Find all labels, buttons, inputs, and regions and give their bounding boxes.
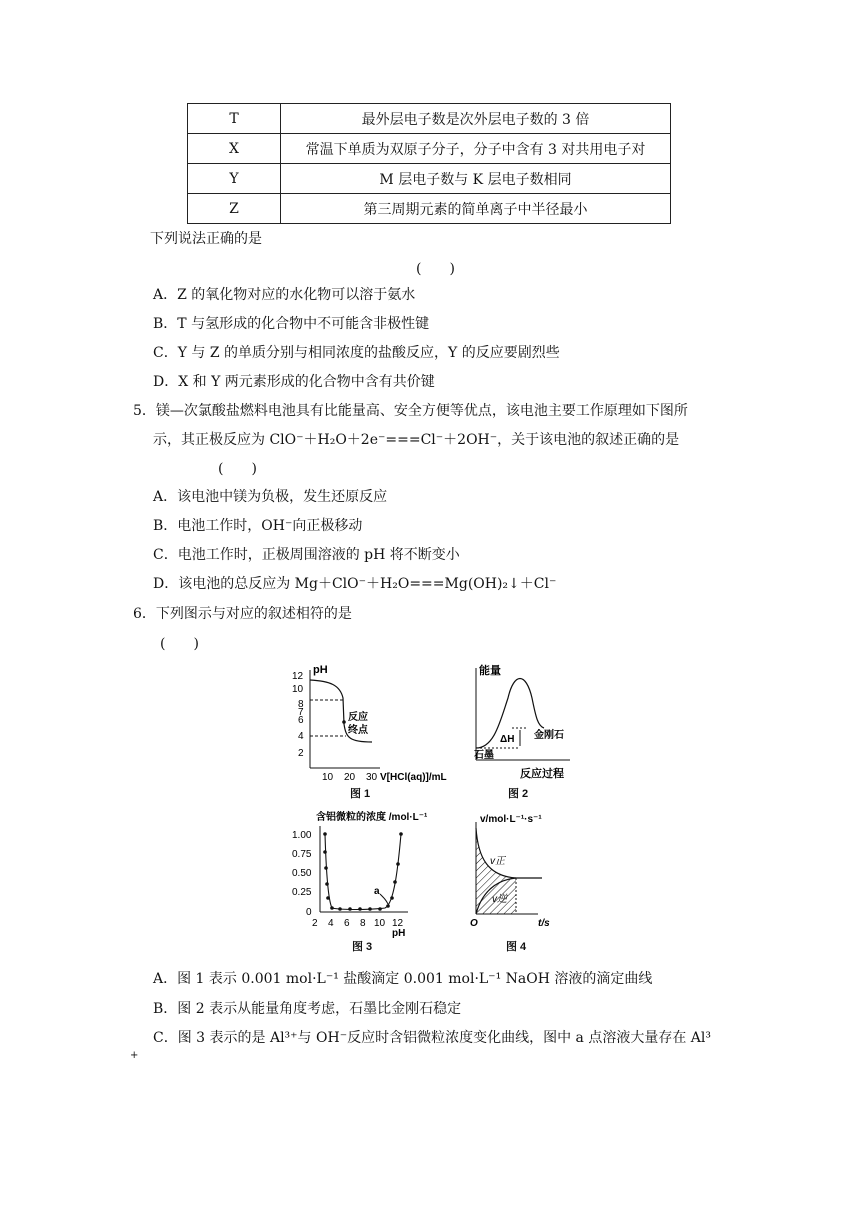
q4-stem: 下列说法正确的是 [150,231,262,247]
y-tick: 4 [298,731,304,742]
element-description: 第三周期元素的简单离子中半径最小 [281,194,671,224]
data-point [390,896,394,900]
y-tick: 1.00 [292,830,312,841]
point-a-pointer [380,894,388,904]
y-tick: 0.25 [292,887,312,898]
data-point [396,862,400,866]
forward-rate-label: v正 [490,856,505,867]
table-row [188,104,671,134]
figure-1-caption: 图 1 [350,788,371,800]
x-tick: 8 [360,918,366,929]
y-tick: 8 [298,699,304,710]
figure-2-caption: 图 2 [508,788,529,800]
q5-stem-line1: 5．镁—次氯酸盐燃料电池具有比能量高、安全方便等优点，该电池主要工作原理如下图所 [133,403,688,419]
x-tick: 6 [344,918,350,929]
y-tick: 6 [298,715,304,726]
data-point [330,906,334,910]
x-tick: 20 [344,772,356,783]
q4-option-b: B．T 与氢形成的化合物中不可能含非极性键 [153,316,430,332]
figure-4-caption: 图 4 [506,941,527,953]
x-axis-label: 反应过程 [520,768,564,780]
data-point [399,832,403,836]
x-tick: 12 [392,918,404,929]
y-tick: 0 [306,907,312,918]
q5-option-d: D．该电池的总反应为 Mg＋ClO⁻＋H₂O===Mg(OH)₂↓＋Cl⁻ [153,576,557,592]
figure-3 [290,808,470,958]
concentration-curve [325,834,401,910]
y-tick: 2 [298,748,304,759]
aluminum-species-chart [290,808,470,958]
figure-3-caption: 图 3 [352,941,373,953]
data-point [386,904,390,908]
q6-option-a: A．图 1 表示 0.001 mol·L⁻¹ 盐酸滴定 0.001 mol·L⁻¹ NaOH 溶液的滴定曲线 [153,971,653,987]
x-tick: 30 [366,772,378,783]
energy-diagram [470,660,580,800]
graphite-label: 石墨 [474,750,494,761]
x-axis-label: pH [392,928,406,939]
y-tick: 7 [298,707,304,718]
q4-answer-paren: ( ) [416,261,455,277]
x-tick: 10 [374,918,386,929]
q6-option-b: B．图 2 表示从能量角度考虑，石墨比金刚石稳定 [153,1001,462,1017]
table-row [188,164,671,194]
q4-option-a: A．Z 的氧化物对应的水化物可以溶于氨水 [153,287,416,303]
q5-option-b: B．电池工作时，OH⁻向正极移动 [153,518,363,534]
element-description: M 层电子数与 K 层电子数相同 [281,164,671,194]
data-point [338,907,342,911]
diamond-label: 金刚石 [534,730,564,741]
element-symbol: X [188,134,281,164]
y-axis-label: 含铝微粒的浓度 /mol·L⁻¹ [316,812,428,823]
titration-curve-chart [288,660,458,800]
element-description: 最外层电子数是次外层电子数的 3 倍 [281,104,671,134]
data-point [324,866,328,870]
reaction-rate-chart [468,808,578,958]
element-symbol: Z [188,194,281,224]
q4-option-c: C．Y 与 Z 的单质分别与相同浓度的盐酸反应，Y 的反应要剧烈些 [153,345,560,361]
data-point [326,896,330,900]
element-description: 常温下单质为双原子分子，分子中含有 3 对共用电子对 [281,134,671,164]
figure-4 [468,808,578,958]
q6-option-c-overflow: + [130,1050,139,1061]
data-point [368,907,372,911]
y-tick: 0.75 [292,849,312,860]
q5-option-a: A．该电池中镁为负极，发生还原反应 [153,489,388,505]
figure-1 [288,660,458,800]
y-tick: 0.50 [292,868,312,879]
x-axis-label: t/s [538,918,550,929]
table-row [188,134,671,164]
end-point-label: 终点 [348,725,368,736]
y-tick: 10 [292,684,304,695]
y-axis-label: pH [313,664,328,676]
q6-stem: 6．下列图示与对应的叙述相符的是 [133,606,352,622]
data-point [323,850,327,854]
y-tick: 12 [292,671,304,682]
data-point [323,832,327,836]
end-point-label: 反应 [348,712,368,723]
reverse-rate-label: v逆 [492,894,507,905]
q5-answer-paren: ( ) [218,461,257,477]
data-point [358,907,362,911]
x-tick: 10 [322,772,334,783]
data-point [325,882,329,886]
end-point-marker [342,720,346,724]
table-row [188,194,671,224]
data-point [393,880,397,884]
q5-option-c: C．电池工作时，正极周围溶液的 pH 将不断变小 [153,547,460,563]
y-axis-label: v/mol·L⁻¹·s⁻¹ [480,814,542,825]
delta-h-label: ΔH [500,734,515,745]
data-point [378,907,382,911]
y-axis-label: 能量 [479,665,501,677]
q4-option-d: D．X 和 Y 两元素形成的化合物中含有共价键 [153,374,435,390]
data-point [348,907,352,911]
origin-label: O [470,918,478,929]
x-tick: 4 [328,918,334,929]
x-tick: 2 [312,918,318,929]
figure-2 [470,660,580,800]
point-a-label: a [374,886,380,897]
q5-stem-line2: 示，其正极反应为 ClO⁻＋H₂O＋2e⁻===Cl⁻＋2OH⁻，关于该电池的叙述正确的是 [153,432,680,448]
q6-option-c: C．图 3 表示的是 Al³⁺与 OH⁻反应时含铝微粒浓度变化曲线，图中 a 点溶液大量存在 Al³ [153,1030,711,1046]
data-points [323,832,403,911]
x-axis-label: V[HCl(aq)]/mL [380,772,447,783]
element-table [187,103,671,224]
element-symbol: Y [188,164,281,194]
element-symbol: T [188,104,281,134]
q6-answer-paren: ( ) [160,636,199,652]
